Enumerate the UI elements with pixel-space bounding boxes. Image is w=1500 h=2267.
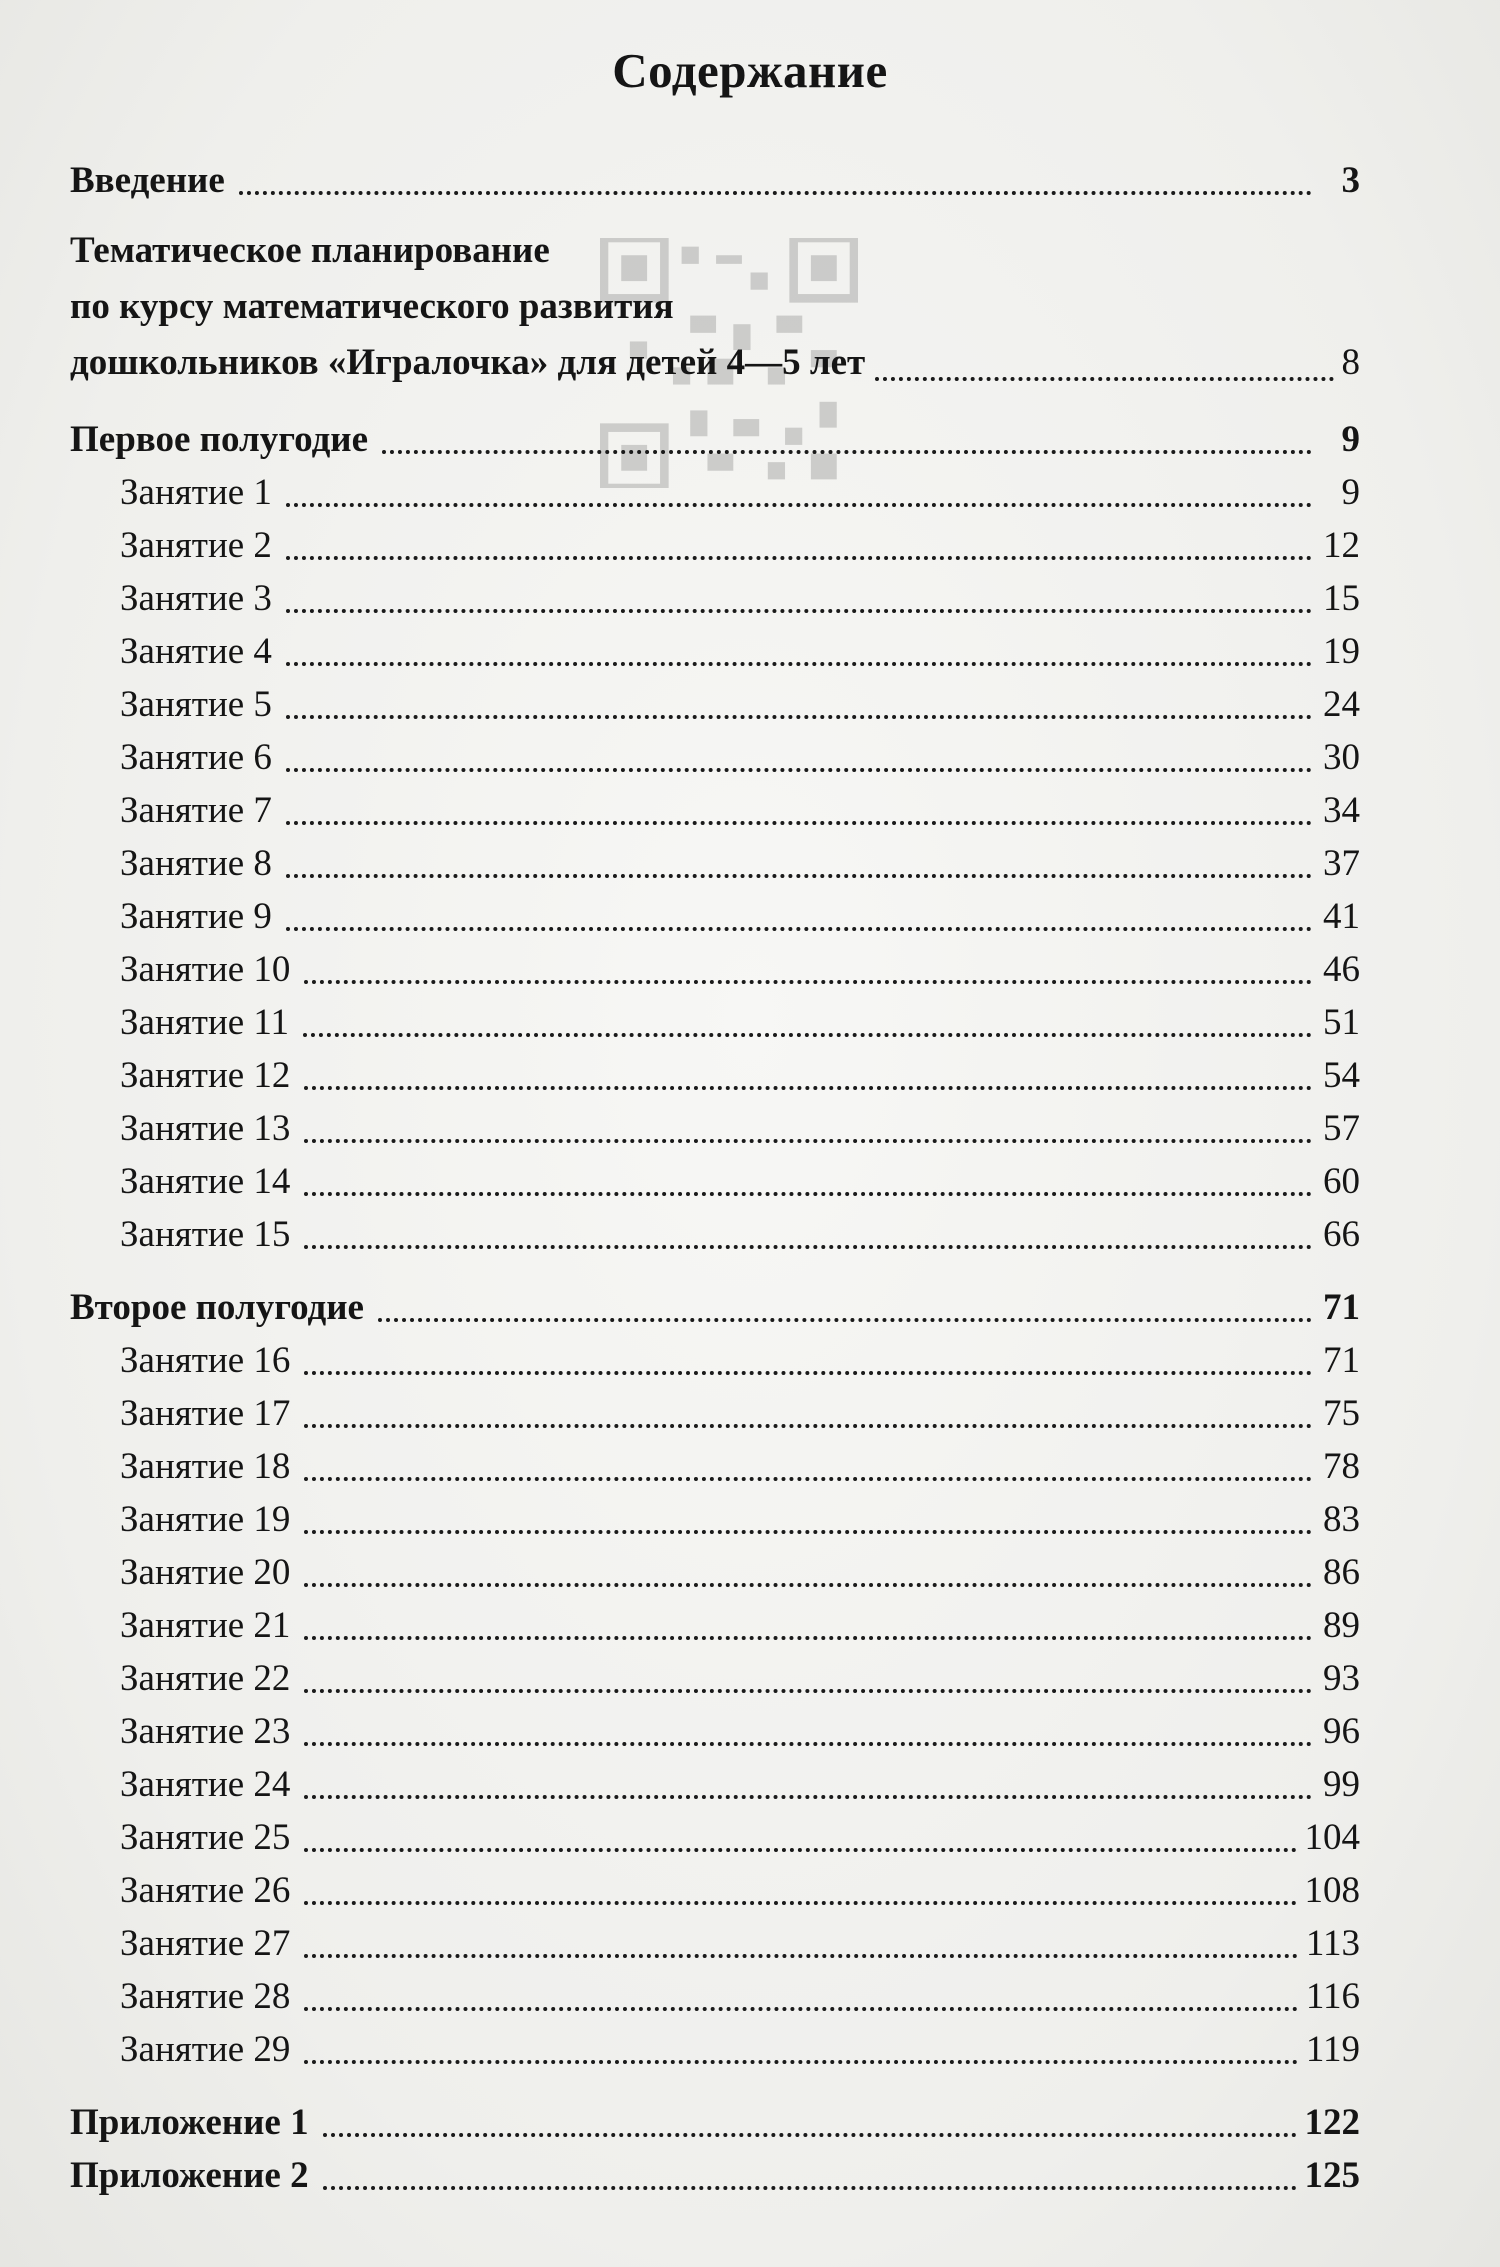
toc-label: Занятие 27 — [120, 1923, 291, 1964]
toc-entry-lesson[interactable] — [70, 462, 1360, 515]
toc-label: Занятие 28 — [120, 1976, 291, 2017]
dot-leader — [304, 2050, 1297, 2064]
toc-label: Введение — [70, 160, 225, 201]
toc-page-number: 96 — [1323, 1711, 1360, 1752]
toc-label: Занятие 26 — [120, 1870, 291, 1911]
toc-page-number: 3 — [1341, 160, 1360, 201]
dot-leader — [304, 1361, 1312, 1375]
toc-entry-lesson[interactable] — [70, 1701, 1360, 1754]
toc-entry-lesson[interactable] — [70, 568, 1360, 621]
toc-page-number: 9 — [1341, 472, 1360, 513]
toc-page-number: 34 — [1323, 790, 1360, 831]
toc-page-number: 60 — [1323, 1161, 1360, 1202]
toc-entry-lesson[interactable] — [70, 1151, 1360, 1204]
toc-page-number: 71 — [1323, 1287, 1360, 1328]
toc-entry-lesson[interactable] — [70, 674, 1360, 727]
toc-label: Приложение 2 — [70, 2155, 309, 2196]
toc-section-first-half[interactable] — [70, 409, 1360, 462]
dot-leader — [286, 705, 1312, 719]
toc-label: Второе полугодие — [70, 1287, 364, 1328]
toc-section-second-half[interactable] — [70, 1277, 1360, 1330]
dot-leader — [286, 811, 1312, 825]
toc-page-number: 9 — [1341, 419, 1360, 460]
toc-page-number: 99 — [1323, 1764, 1360, 1805]
toc-label-line: по курсу математического развития — [70, 286, 674, 327]
toc-page-number: 12 — [1323, 525, 1360, 566]
toc-entry-planning[interactable] — [70, 223, 1360, 391]
dot-leader — [304, 1785, 1312, 1799]
dot-leader — [378, 1308, 1312, 1322]
toc-entry-lesson[interactable] — [70, 2019, 1360, 2072]
dot-leader — [304, 1626, 1312, 1640]
dot-leader — [304, 1573, 1312, 1587]
toc-page-number: 108 — [1304, 1870, 1360, 1911]
toc-label: Занятие 2 — [120, 525, 272, 566]
dot-leader — [286, 864, 1312, 878]
dot-leader — [304, 970, 1312, 984]
toc-label: Занятие 22 — [120, 1658, 291, 1699]
toc-entry-lesson[interactable] — [70, 886, 1360, 939]
toc-page-number: 75 — [1323, 1393, 1360, 1434]
table-of-contents — [70, 150, 1360, 2198]
toc-page-number: 30 — [1323, 737, 1360, 778]
toc-label-line: дошкольников «Игралочка» для детей 4—5 лет — [70, 342, 866, 383]
toc-entry-lesson[interactable] — [70, 1204, 1360, 1257]
toc-page-number: 19 — [1323, 631, 1360, 672]
toc-page-number: 66 — [1323, 1214, 1360, 1255]
toc-entry-lesson[interactable] — [70, 1542, 1360, 1595]
toc-entry-intro[interactable] — [70, 150, 1360, 203]
dot-leader — [875, 367, 1333, 381]
toc-entry-lesson[interactable] — [70, 621, 1360, 674]
page-title: Содержание — [612, 43, 888, 98]
toc-label: Занятие 19 — [120, 1499, 291, 1540]
toc-entry-lesson[interactable] — [70, 939, 1360, 992]
toc-label: Занятие 24 — [120, 1764, 291, 1805]
dot-leader — [304, 1891, 1296, 1905]
toc-page-number: 8 — [1341, 342, 1360, 383]
dot-leader — [304, 1467, 1312, 1481]
toc-label: Занятие 11 — [120, 1002, 290, 1043]
toc-entry-lesson[interactable] — [70, 1489, 1360, 1542]
toc-page-number: 104 — [1304, 1817, 1360, 1858]
toc-label: Занятие 8 — [120, 843, 272, 884]
toc-page-number: 46 — [1323, 949, 1360, 990]
toc-entry-lesson[interactable] — [70, 1860, 1360, 1913]
dot-leader — [286, 758, 1312, 772]
toc-page-number: 41 — [1323, 896, 1360, 937]
toc-label: Занятие 23 — [120, 1711, 291, 1752]
second-half-lessons — [70, 1330, 1360, 2072]
dot-leader — [304, 1838, 1296, 1852]
toc-entry-lesson[interactable] — [70, 1648, 1360, 1701]
dot-leader — [304, 1997, 1297, 2011]
toc-label: Занятие 4 — [120, 631, 272, 672]
dot-leader — [286, 493, 1312, 507]
toc-label: Приложение 1 — [70, 2102, 309, 2143]
toc-label: Занятие 7 — [120, 790, 272, 831]
dot-leader — [323, 2123, 1297, 2137]
toc-entry-lesson[interactable] — [70, 1098, 1360, 1151]
toc-page-number: 86 — [1323, 1552, 1360, 1593]
toc-page-number: 89 — [1323, 1605, 1360, 1646]
toc-label: Занятие 29 — [120, 2029, 291, 2070]
toc-label: Занятие 15 — [120, 1214, 291, 1255]
toc-entry-lesson[interactable] — [70, 1045, 1360, 1098]
toc-entry-lesson[interactable] — [70, 1913, 1360, 1966]
toc-entry-lesson[interactable] — [70, 1966, 1360, 2019]
dot-leader — [286, 917, 1312, 931]
toc-page-number: 113 — [1305, 1923, 1360, 1964]
dot-leader — [303, 1023, 1312, 1037]
dot-leader — [304, 1076, 1312, 1090]
dot-leader — [323, 2176, 1297, 2190]
toc-page-number: 93 — [1323, 1658, 1360, 1699]
toc-page-number: 24 — [1323, 684, 1360, 725]
dot-leader — [286, 546, 1312, 560]
toc-page-number: 71 — [1323, 1340, 1360, 1381]
toc-page-number: 78 — [1323, 1446, 1360, 1487]
first-half-lessons — [70, 462, 1360, 1257]
dot-leader — [286, 652, 1312, 666]
dot-leader — [304, 1414, 1312, 1428]
toc-label: Занятие 17 — [120, 1393, 291, 1434]
toc-entry-lesson[interactable] — [70, 1436, 1360, 1489]
toc-label: Занятие 20 — [120, 1552, 291, 1593]
toc-label: Занятие 1 — [120, 472, 272, 513]
dot-leader — [304, 1182, 1312, 1196]
toc-label: Занятие 14 — [120, 1161, 291, 1202]
toc-page-number: 57 — [1323, 1108, 1360, 1149]
toc-label: Занятие 21 — [120, 1605, 291, 1646]
toc-page-number: 116 — [1305, 1976, 1360, 2017]
dot-leader — [304, 1235, 1312, 1249]
toc-entry-lesson[interactable] — [70, 1330, 1360, 1383]
dot-leader — [286, 599, 1312, 613]
toc-entry-lesson[interactable] — [70, 515, 1360, 568]
toc-label: Занятие 13 — [120, 1108, 291, 1149]
toc-page-number: 15 — [1323, 578, 1360, 619]
toc-label: Занятие 16 — [120, 1340, 291, 1381]
toc-page-number: 54 — [1323, 1055, 1360, 1096]
toc-entry-lesson[interactable] — [70, 833, 1360, 886]
toc-entry-lesson[interactable] — [70, 1807, 1360, 1860]
toc-label: Занятие 6 — [120, 737, 272, 778]
dot-leader — [304, 1679, 1312, 1693]
toc-page-number: 125 — [1304, 2155, 1360, 2196]
dot-leader — [304, 1129, 1312, 1143]
dot-leader — [239, 181, 1312, 195]
toc-label: Занятие 25 — [120, 1817, 291, 1858]
toc-page-number: 83 — [1323, 1499, 1360, 1540]
toc-label: Занятие 18 — [120, 1446, 291, 1487]
toc-page-number: 51 — [1323, 1002, 1360, 1043]
dot-leader — [304, 1944, 1297, 1958]
toc-label: Занятие 12 — [120, 1055, 291, 1096]
toc-page-number: 37 — [1323, 843, 1360, 884]
toc-label: Первое полугодие — [70, 419, 369, 460]
toc-page-number: 119 — [1305, 2029, 1360, 2070]
toc-entry-lesson[interactable] — [70, 1754, 1360, 1807]
toc-entry-lesson[interactable] — [70, 1595, 1360, 1648]
toc-entry-appendix-1[interactable] — [70, 2092, 1360, 2145]
toc-entry-lesson[interactable] — [70, 992, 1360, 1045]
toc-label-line: Тематическое планирование — [70, 230, 550, 271]
toc-entry-appendix-2[interactable] — [70, 2145, 1360, 2198]
toc-entry-lesson[interactable] — [70, 727, 1360, 780]
toc-entry-lesson[interactable] — [70, 1383, 1360, 1436]
toc-entry-lesson[interactable] — [70, 780, 1360, 833]
toc-label: Занятие 10 — [120, 949, 291, 990]
toc-label: Занятие 5 — [120, 684, 272, 725]
dot-leader — [382, 440, 1312, 454]
toc-label: Занятие 9 — [120, 896, 272, 937]
toc-page-number: 122 — [1304, 2102, 1360, 2143]
dot-leader — [304, 1520, 1312, 1534]
toc-label: Занятие 3 — [120, 578, 272, 619]
dot-leader — [304, 1732, 1312, 1746]
